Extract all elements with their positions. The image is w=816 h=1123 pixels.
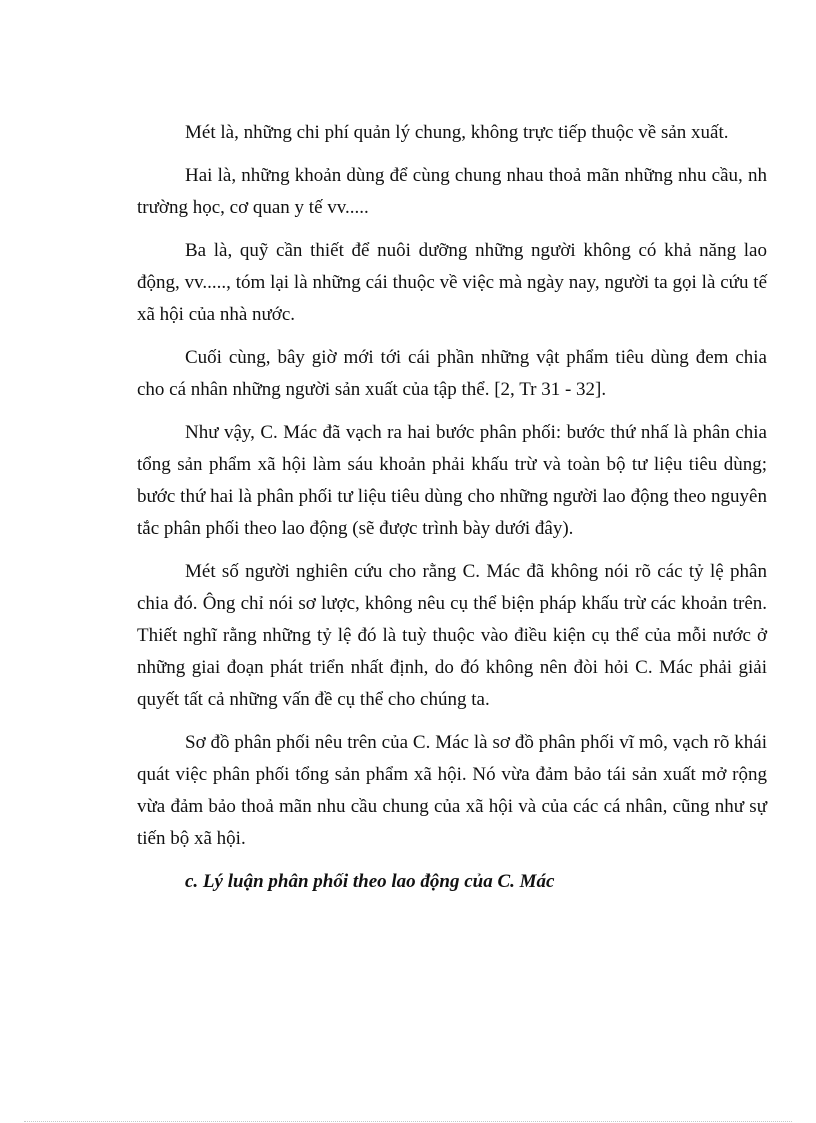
paragraph-3: Ba là, quỹ cần thiết để nuôi dưỡng những người không có khả năng lao động, vv....., tóm lại là những cái thuộc về việc mà ngày nay, người ta gọi là cứu tế xã hội của nhà nước. (137, 240, 767, 325)
page-bottom-rule (24, 1121, 792, 1122)
paragraph-5: Như vậy, C. Mác đã vạch ra hai bước phân phối: bước thứ nhấ là phân chia tổng sản phẩm xã hội làm sáu khoản phải khấu trừ và toàn bộ tư liệu tiêu dùng; bước thứ hai là phân phối tư liệu tiêu dùng cho những người lao động theo nguyên tắc phân phối theo lao động (sẽ được trình bày dưới đây). (137, 422, 767, 539)
paragraph-4: Cuối cùng, bây giờ mới tới cái phần những vật phẩm tiêu dùng đem chia cho cá nhân những người sản xuất của tập thể. [2, Tr 31 - 32]. (137, 347, 767, 400)
paragraph-2: Hai là, những khoản dùng để cùng chung nhau thoả mãn những nhu cầu, nh trường học, cơ quan y tế vv..... (137, 165, 767, 218)
section-heading: c. Lý luận phân phối theo lao động của C. Mác (185, 871, 555, 892)
body-text (137, 117, 767, 898)
paragraph-6: Mét số người nghiên cứu cho rằng C. Mác đã không nói rõ các tỷ lệ phân chia đó. Ông chỉ nói sơ lược, không nêu cụ thể biện pháp khấu trừ các khoản trên. Thiết nghĩ rằng những tỷ lệ đó là tuỳ thuộc vào điều kiện cụ thể của mỗi nước ở những giai đoạn phát triển nhất định, do đó không nên đòi hỏi C. Mác phải giải quyết tất cả những vấn đề cụ thể cho chúng ta. (137, 561, 767, 710)
paragraph-7: Sơ đồ phân phối nêu trên của C. Mác là sơ đồ phân phối vĩ mô, vạch rõ khái quát việc phân phối tổng sản phẩm xã hội. Nó vừa đảm bảo tái sản xuất mở rộng vừa đảm bảo thoả mãn nhu cầu chung của xã hội và của các cá nhân, cũng như sự tiến bộ xã hội. (137, 732, 767, 849)
paragraph-1: Mét là, những chi phí quản lý chung, không trực tiếp thuộc về sản xuất. (185, 122, 729, 143)
